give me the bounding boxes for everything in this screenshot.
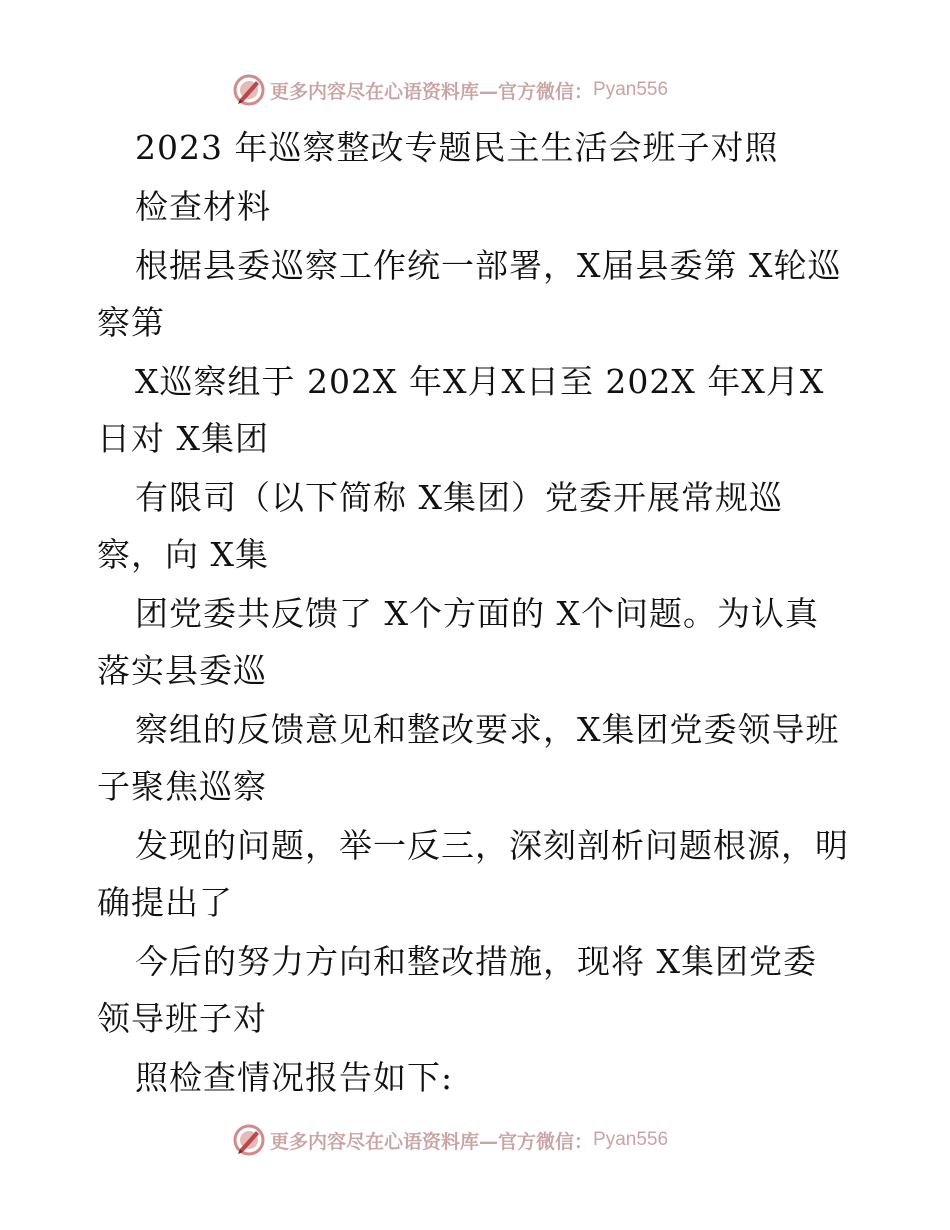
watermark-text: 更多内容尽在心语资料库—官方微信：	[270, 1130, 594, 1153]
body-line: 领导班子对	[97, 999, 267, 1038]
body-line: 照检查情况报告如下:	[135, 1058, 454, 1097]
body-line: 落实县委巡	[97, 651, 267, 690]
document-title-line-1: 2023 年巡察整改专题民主生活会班子对照	[135, 128, 779, 167]
watermark-banner-bottom	[232, 1120, 732, 1160]
body-line: 察，向 X集	[97, 535, 269, 574]
body-line: X巡察组于 202X 年X月X日至 202X 年X月X	[135, 362, 825, 401]
body-line: 子聚焦巡察	[97, 767, 267, 806]
body-line: 发现的问题，举一反三，深刻剖析问题根源，明	[135, 826, 849, 865]
body-line: 确提出了	[97, 883, 233, 922]
pen-logo-icon	[232, 1123, 266, 1157]
body-line: 日对 X集团	[97, 419, 269, 458]
watermark-text: 更多内容尽在心语资料库—官方微信：	[270, 80, 594, 103]
body-line: 有限司（以下简称 X集团）党委开展常规巡	[135, 478, 783, 517]
watermark-handle: Pyan556	[593, 1129, 669, 1150]
body-line: 察组的反馈意见和整改要求，X集团党委领导班	[135, 710, 840, 749]
watermark-handle: Pyan556	[593, 79, 669, 100]
body-line: 根据县委巡察工作统一部署，X届县委第 X轮巡	[135, 246, 842, 285]
body-line: 团党委共反馈了 X个方面的 X个问题。为认真	[135, 594, 819, 633]
document-title-line-2: 检查材料	[135, 187, 271, 226]
body-line: 今后的努力方向和整改措施，现将 X集团党委	[135, 942, 817, 981]
body-line: 察第	[97, 303, 165, 342]
